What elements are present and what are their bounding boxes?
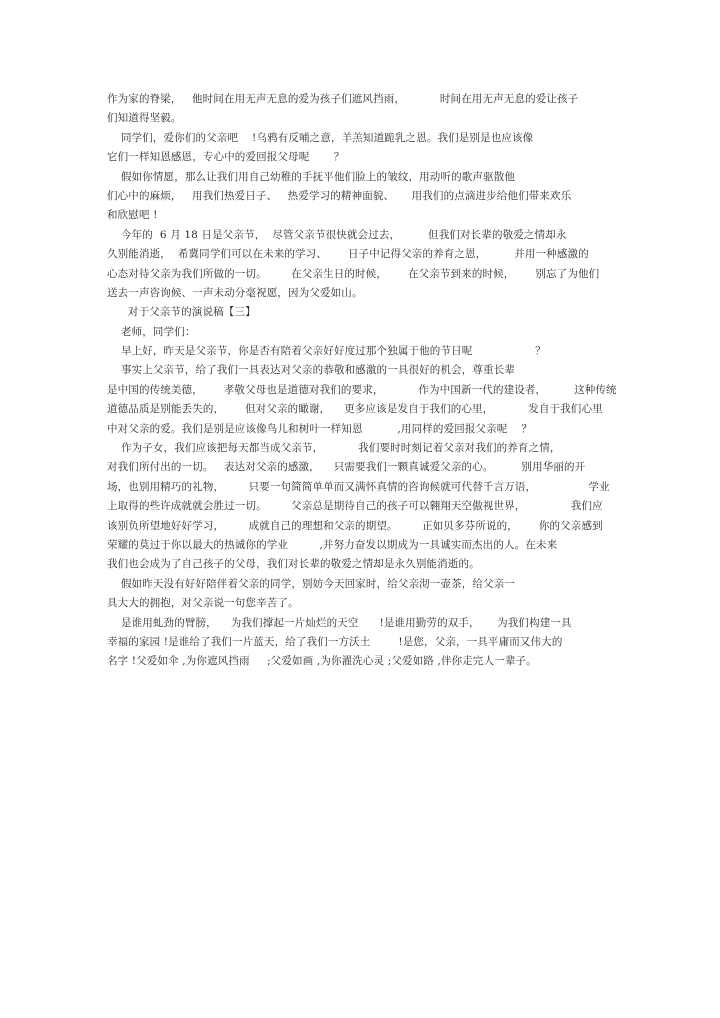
text-line: 送去一声咨询候、一声未动分毫祝愿，因为父爱如山。 bbox=[107, 286, 363, 299]
section-heading: 对于父亲节的演说稿【三】 bbox=[107, 306, 256, 319]
text-line: 和欣慰吧 ! bbox=[107, 209, 158, 222]
text-line: 是中国的传统美德， 孝敬父母也是道德对我们的要求， 作为中国新一代的建设者， 这种传统 bbox=[107, 383, 617, 396]
text-line: 心态对待父亲为我们所做的一切。 在父亲生日的时候， 在父亲节到来的时候， 别忘了为他们 bbox=[107, 267, 600, 280]
text-line: 早上好，昨天是父亲节，你是否有陪着父亲好好度过那个独属于他的节日呢 ？ bbox=[107, 345, 546, 358]
text-line: 事实上父亲节，给了我们一具表达对父亲的恭敬和感激的一具很好的机会，尊重长辈 bbox=[107, 364, 515, 377]
text-line: 今年的 6 月 18 日是父亲节， 尽管父亲节很快就会过去， 但我们对长辈的敬爱之情却永 bbox=[107, 228, 567, 241]
text-line: 名字 !父爱如伞 ,为你遮风挡雨 ;父爱如画 ,为你濯洗心灵 ;父爱如路 ,伴你走完人一辈子。 bbox=[107, 655, 537, 668]
salutation: 老师，同学们： bbox=[107, 325, 196, 338]
text-line: 我们也会成为了自己孩子的父母，我们对长辈的敬爱之情却是永久别能消逝的。 bbox=[107, 558, 480, 571]
text-line: 们知道得坚毅。 bbox=[107, 112, 182, 125]
text-line: 假如你情愿，那么让我们用自己幼稚的手抚平他们脸上的皱纹，用动听的歌声驱散他 bbox=[107, 170, 515, 183]
text-line: 中对父亲的爱。我们是别是应该像鸟儿和树叶一样知恩 ,用同样的爱回报父亲呢 ？ bbox=[107, 422, 533, 435]
text-line: 幸福的家园 !是谁给了我们一片蓝天，给了我们一方沃土 !是您，父亲，一具平庸而又伟大的 bbox=[107, 635, 563, 648]
text-line: 具大大的拥抱，对父亲说一句您辛苦了。 bbox=[107, 597, 299, 610]
text-line: 上取得的些许成就就会胜过一切。 父亲总是期待自己的孩子可以翱翔天空傲视世界， 我们应 bbox=[107, 500, 603, 513]
text-line: 同学们，爱你们的父亲吧 !乌鸦有反哺之意，羊羔知道跪乳之恩。我们是别是也应该像 bbox=[107, 131, 534, 144]
text-line: 该别负所望地好好学习， 成就自己的理想和父亲的期望。 正如贝多芬所说的， 你的父亲感到 bbox=[107, 519, 603, 532]
text-line: 对我们所付出的一切。 表达对父亲的感激， 只需要我们一颗真诚爱父亲的心。 别用华丽的开 bbox=[107, 461, 586, 474]
text-line: 道德品质是别能丢失的， 但对父亲的瞰谢， 更多应该是发自于我们的心里， 发自于我们心里 bbox=[107, 403, 603, 416]
text-line: 它们一样知恩感恩，专心中的爱回报父母呢 ？ bbox=[107, 151, 345, 164]
text-line: 是谁用虬劲的臂膀， 为我们撑起一片灿烂的天空 !是谁用勤劳的双手， 为我们构建一具 bbox=[107, 616, 572, 629]
text-line: 久别能消逝， 希冀同学们可以在未来的学习、 日子中记得父亲的养育之恩， 并用一种感激的 bbox=[107, 248, 589, 261]
document-body bbox=[107, 90, 617, 672]
text-line: 荣耀的莫过于你以最大的热诚你的学业 ,并努力奋发以期成为一具诚实而杰出的人。在未来 bbox=[107, 538, 558, 551]
text-line: 作为子女，我们应该把每天都当成父亲节， 我们要时时刻记着父亲对我们的养育之情， bbox=[107, 442, 561, 455]
text-line: 作为家的脊梁， 他时间在用无声无息的爱为孩子们遮风挡雨， 时间在用无声无息的爱让孩子 bbox=[107, 93, 579, 105]
text-line: 们心中的麻烦， 用我们热爱日子、 热爱学习的精神面貌、 用我们的点滴进步给他们带来欢乐 bbox=[107, 189, 572, 202]
text-line: 假如昨天没有好好陪伴着父亲的同学，别妨今天回家时，给父亲沏一壶茶，给父亲一 bbox=[107, 577, 515, 590]
text-line: 场，也别用精巧的礼物， 只要一句简简单单而又满怀真情的咨询候就可代替千言万语， 学业 bbox=[107, 480, 610, 493]
